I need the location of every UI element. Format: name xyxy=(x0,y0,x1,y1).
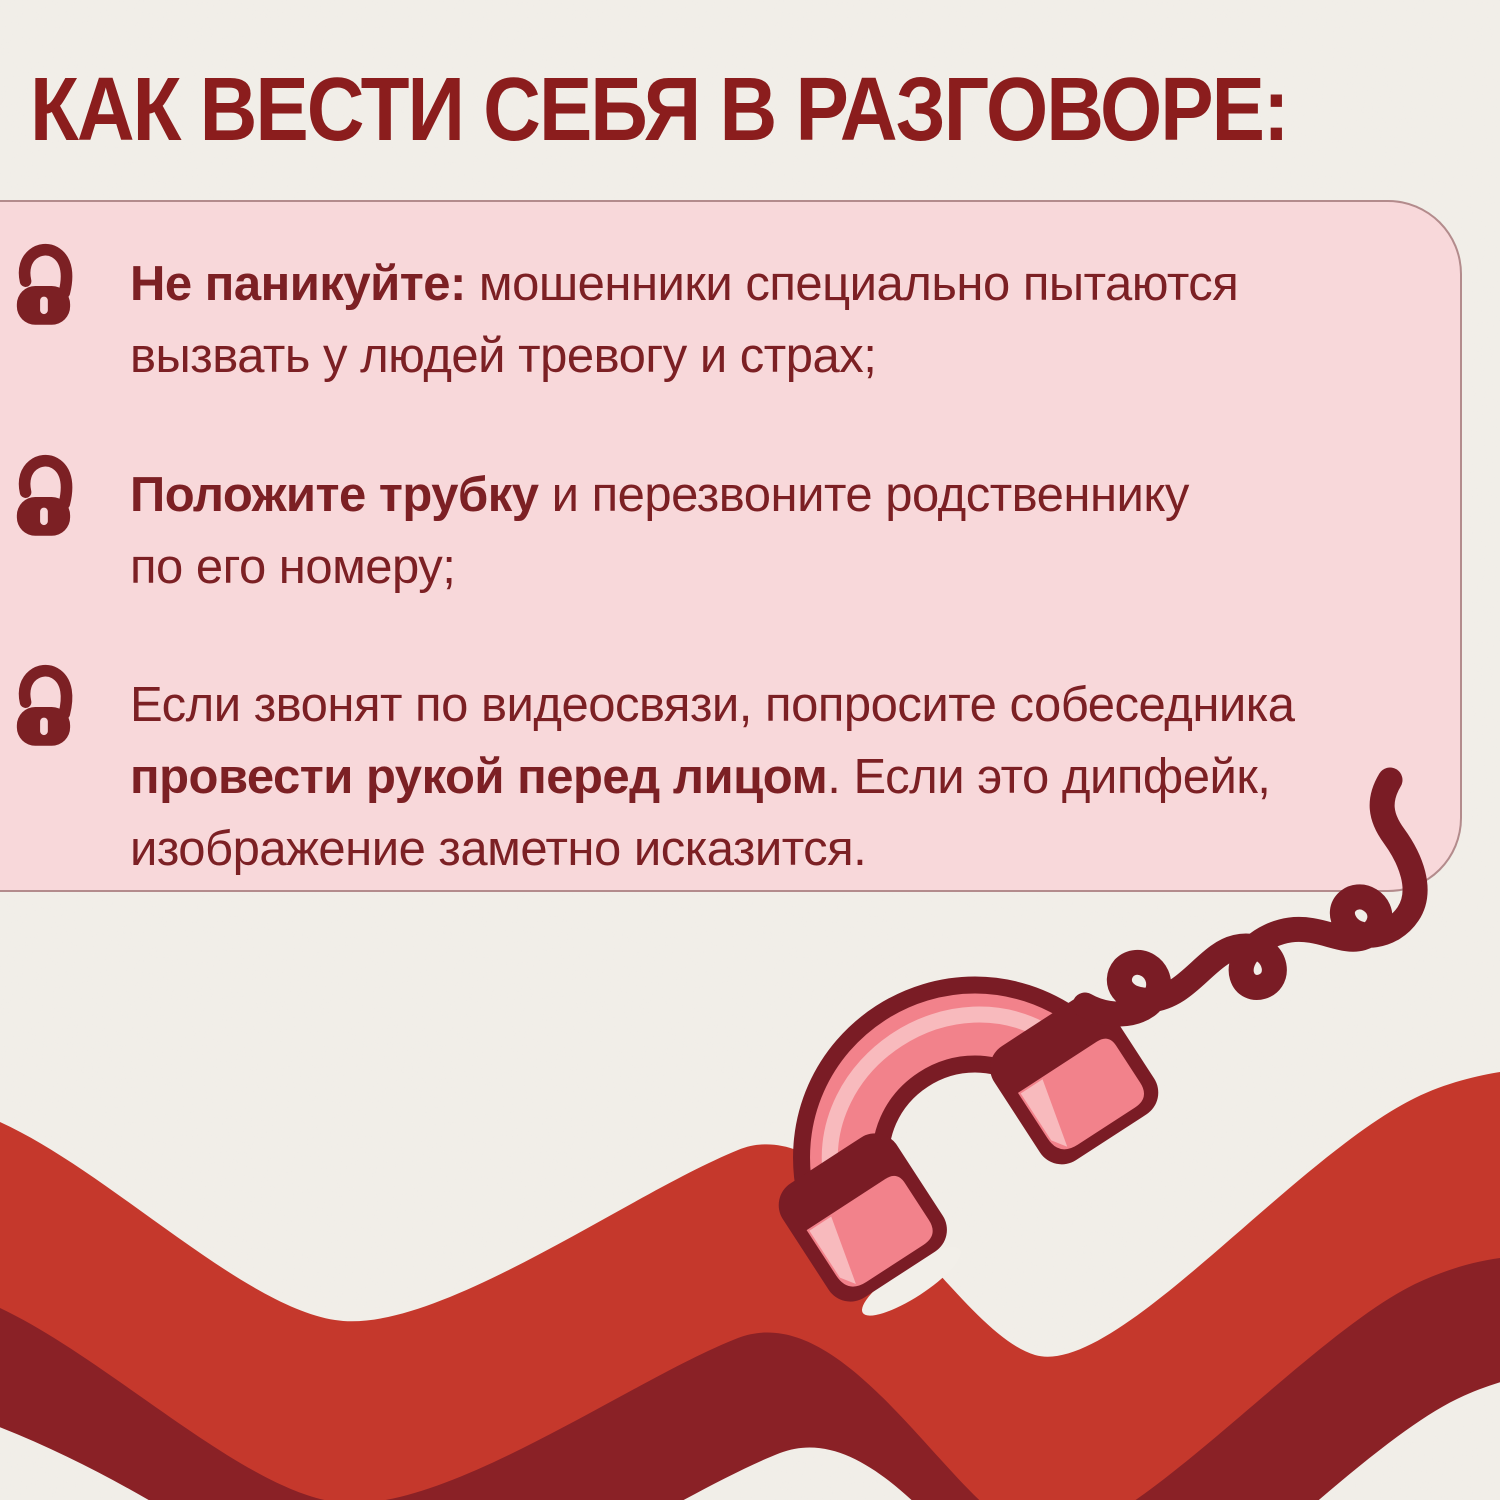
mouthpiece-face xyxy=(807,1171,939,1294)
tip-text: мошенники специально пытаются xyxy=(465,257,1239,311)
mouthpiece-face-light xyxy=(809,1217,869,1290)
phone-handset-illustration xyxy=(735,934,1184,1335)
tip-line xyxy=(130,459,1420,531)
handset-handle-outline xyxy=(797,978,1054,1186)
tip-text: и перезвоните родственнику xyxy=(538,468,1189,522)
tip-item xyxy=(130,459,1420,603)
earpiece-cup xyxy=(980,986,1168,1174)
tip-line xyxy=(130,741,1420,813)
tip-text: изображение заметно исказится. xyxy=(130,822,867,876)
maroon-wave-shadow xyxy=(0,1187,1500,1500)
unlocked-padlock-icon xyxy=(12,663,74,749)
page-title: КАК ВЕСТИ СЕБЯ В РАЗГОВОРЕ: xyxy=(30,59,1288,159)
red-wave xyxy=(0,1072,1500,1500)
tip-text: . Если это дипфейк, xyxy=(827,750,1271,804)
mouthpiece-cup xyxy=(769,1123,957,1311)
tip-line xyxy=(130,531,1420,603)
handset-highlight-crescent xyxy=(854,1236,969,1326)
tip-text: по его номеру; xyxy=(130,540,456,594)
tip-item xyxy=(130,669,1420,885)
tip-line xyxy=(130,248,1420,320)
unlocked-padlock-icon xyxy=(12,242,74,328)
handset-handle xyxy=(797,978,1054,1186)
tip-line xyxy=(130,320,1420,392)
unlocked-padlock-icon xyxy=(12,453,74,539)
tip-text-bold: провести рукой перед лицом xyxy=(130,750,828,804)
tip-line xyxy=(130,669,1420,741)
handset-handle-stripe xyxy=(787,968,1053,1181)
earpiece-face-light xyxy=(1021,1079,1081,1152)
tip-item xyxy=(130,248,1420,392)
tip-text: Если звонят по видеосвязи, попросите собеседника xyxy=(130,678,1295,732)
tip-text-bold: Не паникуйте: xyxy=(130,257,466,311)
tips-panel xyxy=(0,200,1462,892)
earpiece-face xyxy=(1018,1034,1150,1157)
tip-line xyxy=(130,813,1420,885)
tip-text-bold: Положите трубку xyxy=(130,468,539,522)
tip-text: вызвать у людей тревогу и страх; xyxy=(130,329,877,383)
